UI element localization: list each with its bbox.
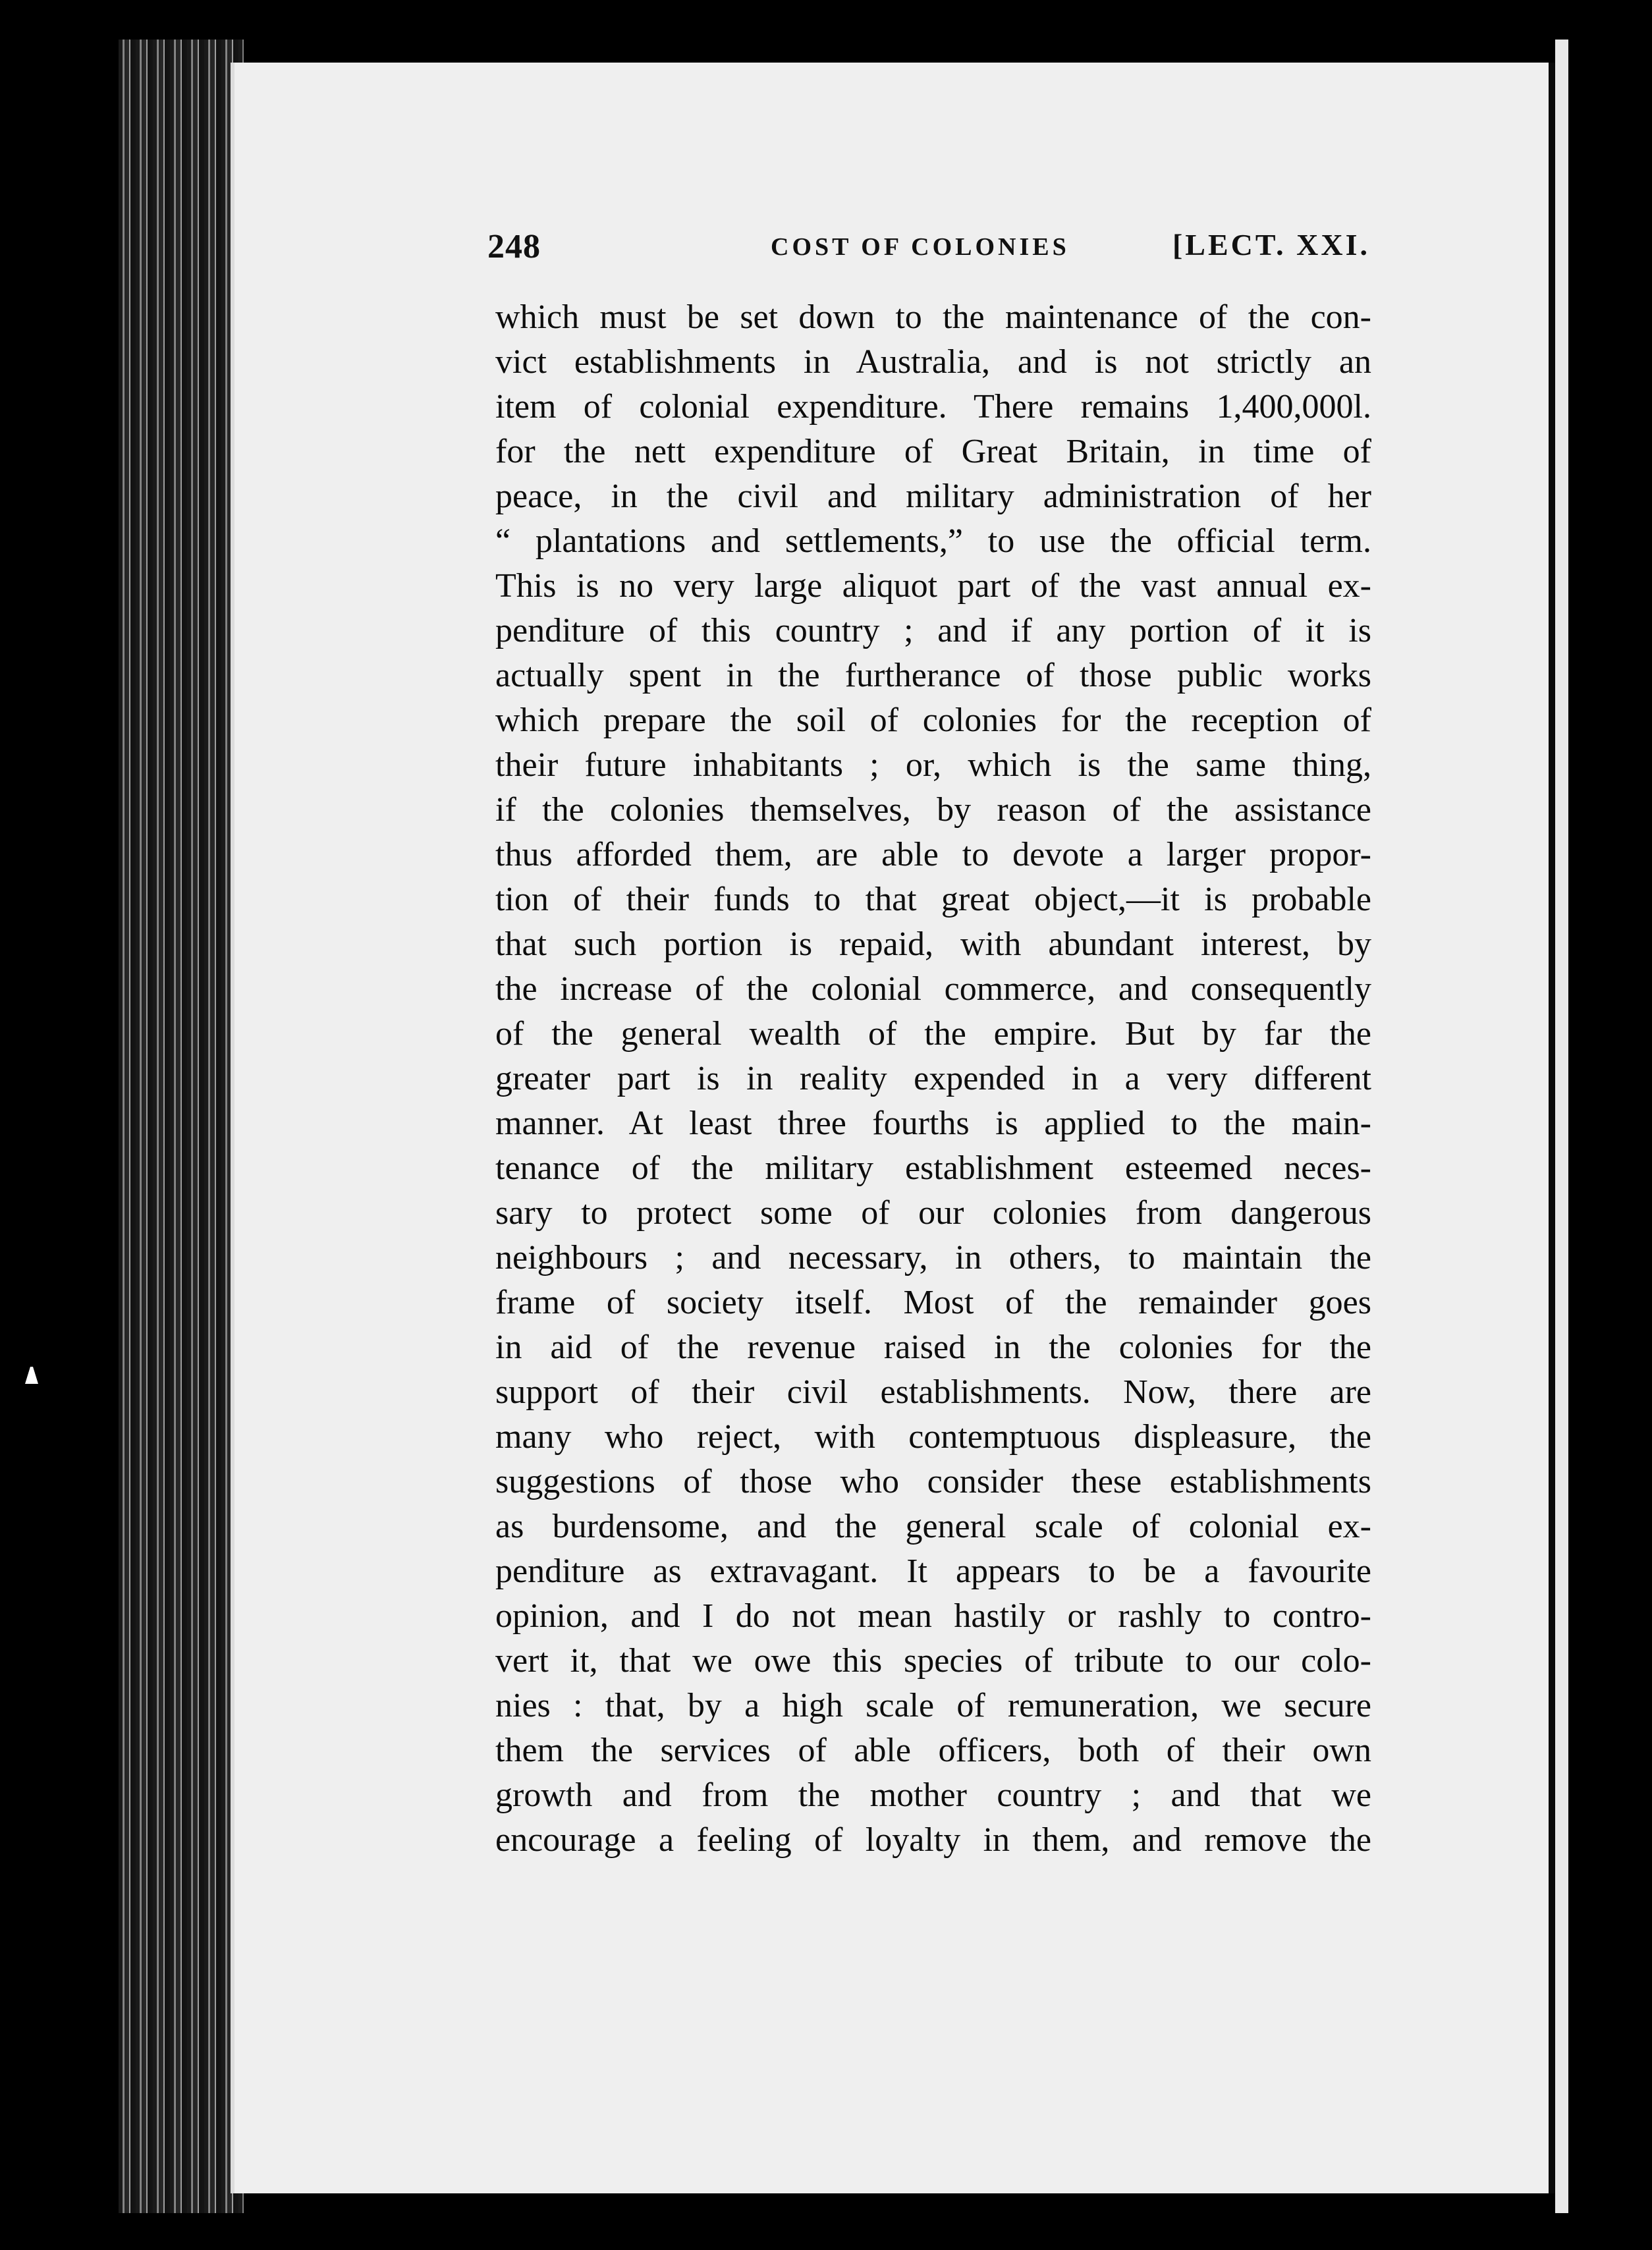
text-line: as burdensome, and the general scale of colonial ex- (495, 1508, 1371, 1545)
text-line: opinion, and I do not mean hastily or rashly to contro- (495, 1597, 1371, 1635)
text-line: thus afforded them, are able to devote a larger propor- (495, 836, 1371, 873)
text-line: item of colonial expenditure. There remains 1,400,000l. (495, 388, 1371, 425)
text-line: manner. At least three fourths is applied to the main- (495, 1105, 1371, 1142)
text-line: of the general wealth of the empire. But by far the (495, 1015, 1371, 1053)
text-line: actually spent in the furtherance of those public works (495, 657, 1371, 694)
text-line: many who reject, with contemptuous displeasure, the (495, 1418, 1371, 1456)
running-title: COST OF COLONIES (771, 233, 1070, 261)
text-line: for the nett expenditure of Great Britain, in time of (495, 433, 1371, 470)
text-line: This is no very large aliquot part of the vast annual ex- (495, 567, 1371, 605)
text-line: peace, in the civil and military administration of her (495, 478, 1371, 515)
text-line: them the services of able officers, both of their own (495, 1732, 1371, 1769)
text-line: nies : that, by a high scale of remuneration, we secure (495, 1687, 1371, 1724)
text-line: which prepare the soil of colonies for the reception of (495, 701, 1371, 739)
section-reference: [LECT. XXI. (1172, 228, 1370, 261)
text-line: frame of society itself. Most of the remainder goes (495, 1284, 1371, 1321)
text-line: tion of their funds to that great object,—it is probable (495, 881, 1371, 918)
text-line: penditure as extravagant. It appears to be a favourite (495, 1552, 1371, 1590)
text-line: sary to protect some of our colonies from dangerous (495, 1194, 1371, 1232)
text-line: “ plantations and settlements,” to use the official term. (495, 522, 1371, 560)
text-line: vert it, that we owe this species of tribute to our colo- (495, 1642, 1371, 1680)
text-line: growth and from the mother country ; and that we (495, 1776, 1371, 1814)
text-line: greater part is in reality expended in a very different (495, 1060, 1371, 1097)
page-number: 248 (487, 228, 541, 265)
text-line: encourage a feeling of loyalty in them, and remove the (495, 1821, 1371, 1859)
text-line: that such portion is repaid, with abundant interest, by (495, 925, 1371, 963)
text-line: suggestions of those who consider these establishments (495, 1463, 1371, 1500)
book-spine-edges (119, 40, 244, 2213)
text-line: the increase of the colonial commerce, and consequently (495, 970, 1371, 1008)
text-line: support of their civil establishments. Now, there are (495, 1373, 1371, 1411)
text-line: tenance of the military establishment esteemed neces- (495, 1149, 1371, 1187)
text-line: in aid of the revenue raised in the colonies for the (495, 1329, 1371, 1366)
running-head (487, 227, 1370, 273)
body-text (495, 295, 1371, 1863)
text-line: neighbours ; and necessary, in others, to maintain the (495, 1239, 1371, 1276)
text-line: their future inhabitants ; or, which is the same thing, (495, 746, 1371, 784)
text-line: which must be set down to the maintenance of the con- (495, 298, 1371, 336)
text-line: if the colonies themselves, by reason of the assistance (495, 791, 1371, 829)
text-line: vict establishments in Australia, and is not strictly an (495, 343, 1371, 381)
margin-mark (25, 1367, 38, 1384)
text-line: penditure of this country ; and if any portion of it is (495, 612, 1371, 649)
